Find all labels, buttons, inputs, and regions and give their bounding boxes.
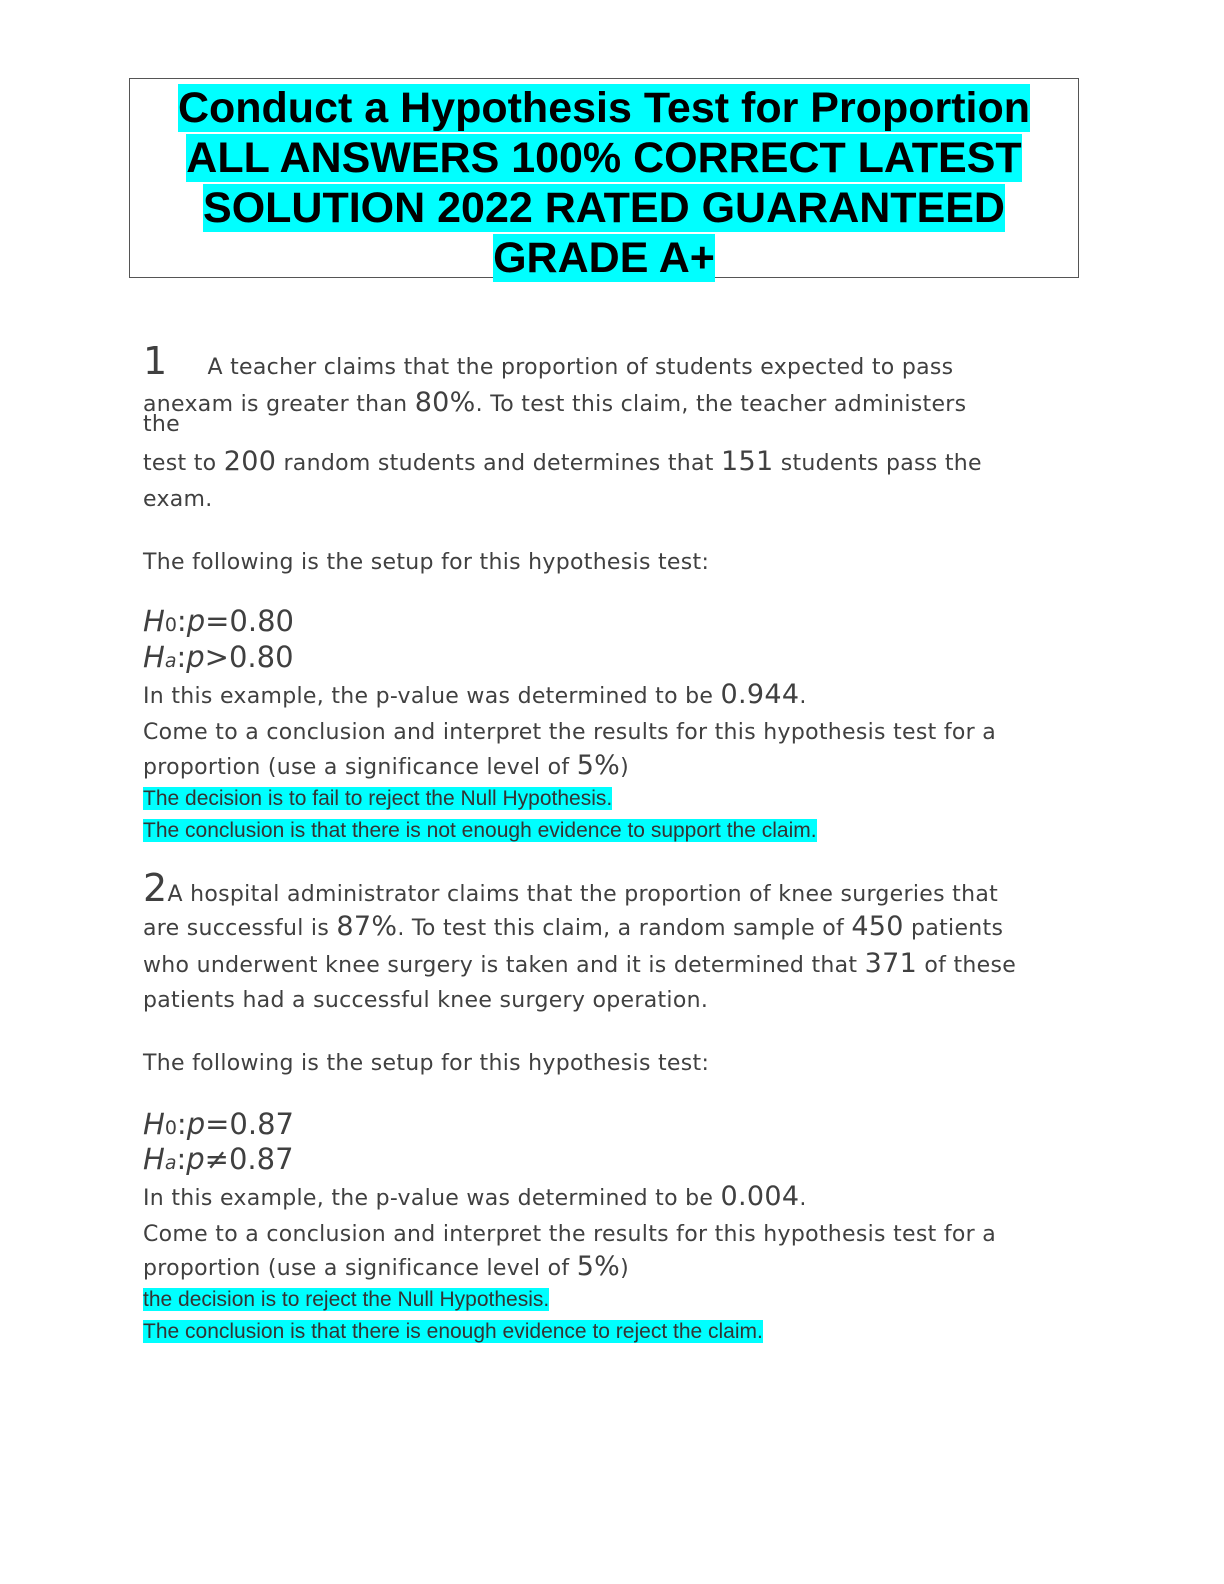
q2-decision: the decision is to reject the Null Hypothesis. xyxy=(143,1288,550,1311)
q2-setup: The following is the setup for this hypothesis test: xyxy=(143,1051,710,1076)
q1-null-hypothesis: H0:p=0.80 xyxy=(143,604,294,638)
q1-line-2: anexam is greater than 80%. To test this claim, the teacher administers xyxy=(143,387,967,418)
title-line-4: GRADE A+ xyxy=(493,234,715,282)
q1-line-3: the xyxy=(143,412,181,437)
q2-line-4: patients had a successful knee surgery operation. xyxy=(143,988,709,1013)
q2-null-hypothesis: H0:p=0.87 xyxy=(143,1107,294,1141)
q1-line-1: 1 A teacher claims that the proportion of students expected to pass xyxy=(143,339,954,383)
q2-line-1: 2A hospital administrator claims that the proportion of knee surgeries that xyxy=(143,866,999,910)
q1-setup: The following is the setup for this hypothesis test: xyxy=(143,550,710,575)
q2-instruction-1: Come to a conclusion and interpret the results for this hypothesis test for a xyxy=(143,1222,997,1247)
q2-conclusion: The conclusion is that there is enough evidence to reject the claim. xyxy=(143,1320,763,1343)
q1-conclusion: The conclusion is that there is not enough evidence to support the claim. xyxy=(143,819,817,842)
q1-decision: The decision is to fail to reject the Null Hypothesis. xyxy=(143,787,613,810)
title-line-1: Conduct a Hypothesis Test for Proportion xyxy=(177,84,1031,132)
q1-pvalue: In this example, the p-value was determined to be 0.944. xyxy=(143,679,807,710)
title-line-2: ALL ANSWERS 100% CORRECT LATEST xyxy=(186,134,1022,182)
q1-number: 1 xyxy=(143,339,168,383)
q1-alt-hypothesis: Ha:p>0.80 xyxy=(143,640,294,674)
q2-pvalue: In this example, the p-value was determined to be 0.004. xyxy=(143,1181,807,1212)
q1-instruction-1: Come to a conclusion and interpret the results for this hypothesis test for a xyxy=(143,720,997,745)
q1-line-5: exam. xyxy=(143,487,213,512)
q2-line-3: who underwent knee surgery is taken and it is determined that 371 of these xyxy=(143,948,1017,979)
q1-line-4: test to 200 random students and determines that 151 students pass the xyxy=(143,446,982,477)
document-title xyxy=(129,78,1079,282)
q2-line-2: are successful is 87%. To test this claim, a random sample of 450 patients xyxy=(143,911,1004,942)
q1-instruction-2: proportion (use a significance level of 5%) xyxy=(143,750,630,781)
q2-number: 2 xyxy=(143,866,168,910)
q2-instruction-2: proportion (use a significance level of 5%) xyxy=(143,1251,630,1282)
title-line-3: SOLUTION 2022 RATED GUARANTEED xyxy=(203,184,1005,232)
q2-alt-hypothesis: Ha:p≠0.87 xyxy=(143,1142,294,1176)
